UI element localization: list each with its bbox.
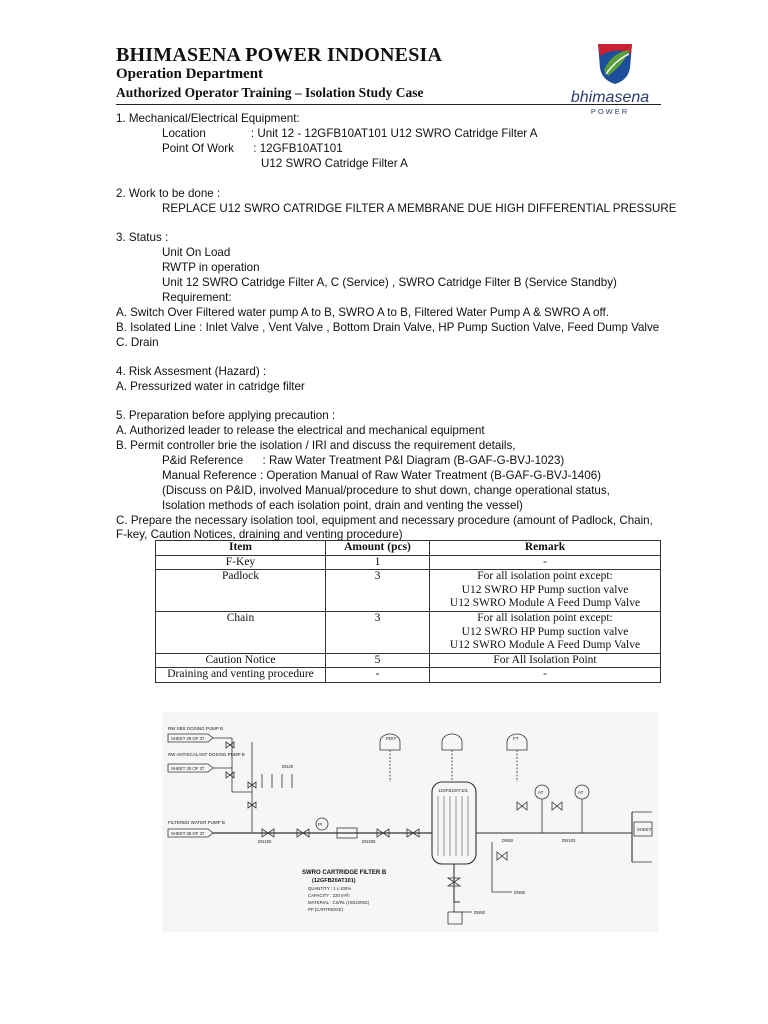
cell-item: Chain [156, 611, 326, 653]
table-row [156, 570, 661, 612]
logo-subtext: POWER [590, 107, 630, 116]
table-row [156, 653, 661, 668]
remark-line: U12 SWRO Module A Feed Dump Valve [449, 639, 641, 652]
section-5-b-4: Isolation methods of each isolation point, drain and venting the vessel) [162, 499, 523, 512]
cell-remark [430, 555, 661, 570]
instrument-ft: FT [513, 736, 519, 741]
pid-diagram [162, 712, 658, 932]
sheet-ref-1: SHEET 29 OF 37 [171, 736, 205, 741]
diagram-subtitle: (12GFB20AT101) [312, 878, 356, 884]
valve-tag-dn80: DN80 [514, 890, 525, 895]
section-1-title: 1. Mechanical/Electrical Equipment: [116, 112, 300, 125]
section-5-title: 5. Preparation before applying precaution : [116, 409, 336, 422]
table-row [156, 555, 661, 570]
diagram-title: SWRO CARTRIDGE FILTER B [302, 870, 387, 876]
valve-tag-dn100: DN100 [562, 838, 576, 843]
remark-line: - [543, 555, 547, 568]
inlet-label-3: FILTERED WATER PUMP B [168, 820, 225, 825]
instrument-at-1: AT [538, 790, 544, 795]
sheet-ref-2: SHEET 30 OF 37 [171, 766, 205, 771]
instrument-at-2: AT [578, 790, 584, 795]
inlet-label-2: RW ANTISCALANT DOSING PUMP B [168, 752, 245, 757]
instrument-pi: PI [318, 822, 323, 827]
remark-line: U12 SWRO Module A Feed Dump Valve [449, 597, 641, 610]
section-3-line-4: Requirement: [162, 291, 232, 304]
section-1-point-of-work-2: U12 SWRO Catridge Filter A [261, 157, 408, 170]
spec-line-1: QUANTITY : 1 x 100% [308, 886, 352, 891]
cell-amount: 5 [326, 653, 430, 668]
section-4-a: A. Pressurized water in catridge filter [116, 380, 305, 393]
section-5-c-1: C. Prepare the necessary isolation tool, equipment and necessary procedure (amount of Padlock, Chain, [116, 514, 653, 527]
spec-line-2: CAPACITY : 220 m³/h [308, 893, 350, 898]
cell-item: Caution Notice [156, 653, 326, 668]
cell-amount: - [326, 668, 430, 683]
table-header-row [156, 541, 661, 556]
table-row [156, 668, 661, 683]
cell-item: Draining and venting procedure [156, 668, 326, 683]
section-3-line-1: Unit On Load [162, 246, 231, 259]
valve-tag-dn250: DN250 [362, 839, 376, 844]
instrument-pdit: PDIT [386, 736, 397, 741]
drain-tag: DN80 [474, 910, 485, 915]
vessel-tag: 12GFB10AT101 [438, 788, 468, 793]
section-1-location: Location : Unit 12 - 12GFB10AT101 U12 SWRO Catridge Filter A [162, 127, 538, 140]
section-1-point-of-work: Point Of Work : 12GFB10AT101 [162, 142, 343, 155]
cell-amount: 3 [326, 611, 430, 653]
sheet-ref-3: SHEET 08 OF 37 [171, 831, 205, 836]
cell-item: F-Key [156, 555, 326, 570]
section-5-b-3: (Discuss on P&ID, involved Manual/procedure to shut down, change operational status, [162, 484, 610, 497]
valve-tag-dn150: DN150 [258, 839, 272, 844]
remark-line: U12 SWRO HP Pump suction valve [461, 583, 629, 596]
section-3-title: 3. Status : [116, 231, 169, 244]
section-3-c: C. Drain [116, 336, 159, 349]
remark-line: U12 SWRO HP Pump suction valve [461, 625, 629, 638]
section-5-a: A. Authorized leader to release the electrical and mechanical equipment [116, 424, 485, 437]
remark-line: For all isolation point except: [477, 570, 613, 583]
logo-text: bhimasena [570, 89, 650, 106]
remark-line: For all isolation point except: [477, 611, 613, 624]
section-3-line-2: RWTP in operation [162, 261, 260, 274]
outlet-sheet-ref: SHEET [637, 827, 652, 832]
column-header-item: Item [156, 541, 326, 556]
cell-remark [430, 570, 661, 612]
logo-shield-icon [598, 44, 632, 84]
spec-line-3: MATERIAL : CS/RL (HOUSING) [308, 900, 370, 905]
valve-tag-dn25: DN25 [282, 764, 293, 769]
cell-remark [430, 611, 661, 653]
cell-amount: 1 [326, 555, 430, 570]
company-name: BHIMASENA POWER INDONESIA [116, 44, 443, 66]
section-5-b-2: Manual Reference : Operation Manual of Raw Water Treatment (B-GAF-G-BVJ-1406) [162, 469, 602, 482]
cell-item: Padlock [156, 570, 326, 612]
remark-line: For All Isolation Point [493, 653, 597, 666]
section-2-title: 2. Work to be done : [116, 187, 221, 200]
training-title: Authorized Operator Training – Isolation Study Case [116, 85, 424, 100]
cell-amount: 3 [326, 570, 430, 612]
bhimasena-logo [560, 40, 660, 120]
column-header-remark: Remark [430, 541, 661, 556]
column-header-amount: Amount (pcs) [326, 541, 430, 556]
spec-line-4: PP (CARTRIDGE) [308, 907, 343, 912]
section-5-b: B. Permit controller brie the isolation / IRI and discuss the requirement details, [116, 439, 516, 452]
department-name: Operation Department [116, 66, 264, 82]
cell-remark [430, 653, 661, 668]
inlet-label-1: RW SBS DOSING PUMP B [168, 726, 224, 731]
section-3-line-3: Unit 12 SWRO Catridge Filter A, C (Service) , SWRO Catridge Filter B (Service Standby) [162, 276, 617, 289]
valve-tag-dn50: DN50 [502, 838, 513, 843]
section-4-title: 4. Risk Assesment (Hazard) : [116, 365, 267, 378]
section-3-b: B. Isolated Line : Inlet Valve , Vent Valve , Bottom Drain Valve, HP Pump Suction Valve, Feed Dump Valve [116, 321, 660, 334]
section-5-b-1: P&id Reference : Raw Water Treatment P&I Diagram (B-GAF-G-BVJ-1023) [162, 454, 565, 467]
isolation-tools-table [155, 540, 661, 683]
section-2-text: REPLACE U12 SWRO CATRIDGE FILTER A MEMBRANE DUE HIGH DIFFERENTIAL PRESSURE [162, 202, 677, 215]
remark-line: - [543, 668, 547, 681]
section-5-c-2: F-key, Caution Notices, draining and venting procedure) [116, 528, 403, 541]
table-row [156, 611, 661, 653]
cell-remark [430, 668, 661, 683]
section-3-a: A. Switch Over Filtered water pump A to B, SWRO A to B, Filtered Water Pump A & SWRO A off. [116, 306, 609, 319]
